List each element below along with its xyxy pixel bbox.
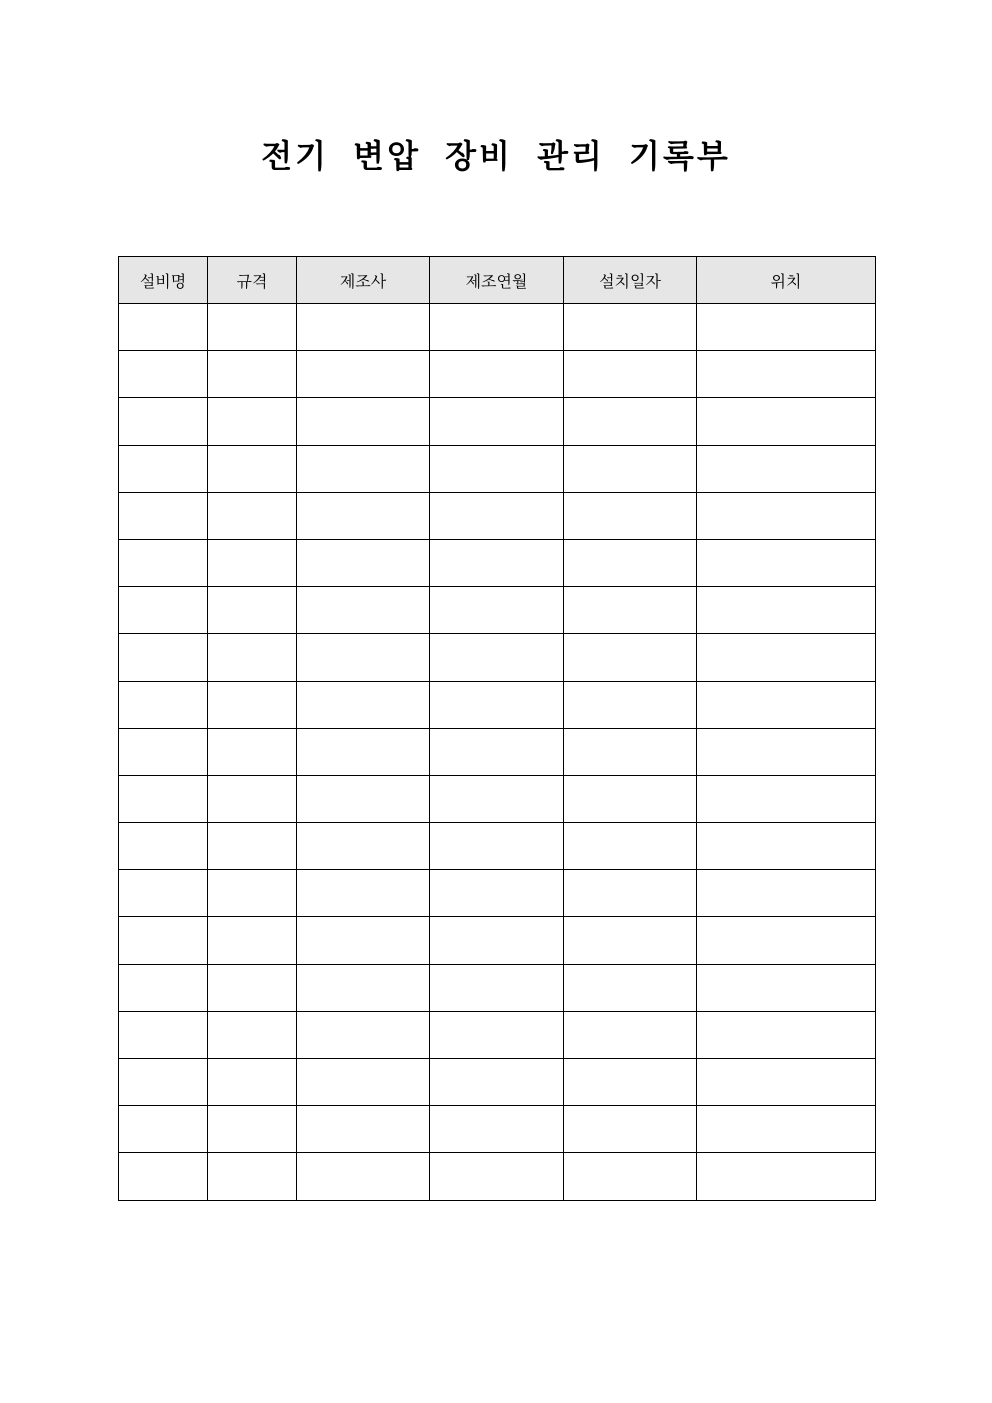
header-location: 위치 <box>697 257 876 304</box>
cell-specification[interactable] <box>208 1011 297 1058</box>
cell-manufacturer[interactable] <box>297 823 430 870</box>
cell-location[interactable] <box>697 823 876 870</box>
cell-location[interactable] <box>697 1106 876 1153</box>
cell-equipment-name[interactable] <box>119 587 208 634</box>
cell-location[interactable] <box>697 1011 876 1058</box>
cell-manufacturer[interactable] <box>297 728 430 775</box>
cell-specification[interactable] <box>208 964 297 1011</box>
document-title: 전기 변압 장비 관리 기록부 <box>261 137 731 175</box>
cell-installation-date[interactable] <box>564 304 697 351</box>
cell-manufacture-date[interactable] <box>430 917 564 964</box>
cell-manufacturer[interactable] <box>297 492 430 539</box>
header-equipment-name: 설비명 <box>119 257 208 304</box>
cell-manufacture-date[interactable] <box>430 539 564 586</box>
cell-specification[interactable] <box>208 492 297 539</box>
table-row <box>119 398 876 445</box>
table-row <box>119 964 876 1011</box>
cell-specification[interactable] <box>208 1153 297 1200</box>
cell-installation-date[interactable] <box>564 681 697 728</box>
cell-manufacturer[interactable] <box>297 1011 430 1058</box>
cell-manufacture-date[interactable] <box>430 1059 564 1106</box>
cell-specification[interactable] <box>208 351 297 398</box>
cell-manufacturer[interactable] <box>297 1153 430 1200</box>
cell-specification[interactable] <box>208 1059 297 1106</box>
cell-equipment-name[interactable] <box>119 870 208 917</box>
cell-location[interactable] <box>697 1153 876 1200</box>
cell-manufacturer[interactable] <box>297 587 430 634</box>
cell-manufacture-date[interactable] <box>430 728 564 775</box>
cell-location[interactable] <box>697 539 876 586</box>
cell-location[interactable] <box>697 587 876 634</box>
cell-manufacture-date[interactable] <box>430 398 564 445</box>
cell-location[interactable] <box>697 398 876 445</box>
cell-location[interactable] <box>697 870 876 917</box>
cell-manufacture-date[interactable] <box>430 870 564 917</box>
cell-installation-date[interactable] <box>564 823 697 870</box>
cell-installation-date[interactable] <box>564 539 697 586</box>
header-specification: 규격 <box>208 257 297 304</box>
equipment-record-table <box>118 256 876 1201</box>
cell-location[interactable] <box>697 634 876 681</box>
cell-location[interactable] <box>697 917 876 964</box>
cell-specification[interactable] <box>208 445 297 492</box>
cell-equipment-name[interactable] <box>119 681 208 728</box>
table-row <box>119 728 876 775</box>
cell-manufacture-date[interactable] <box>430 823 564 870</box>
cell-installation-date[interactable] <box>564 1106 697 1153</box>
cell-manufacture-date[interactable] <box>430 775 564 822</box>
cell-specification[interactable] <box>208 681 297 728</box>
cell-installation-date[interactable] <box>564 587 697 634</box>
cell-installation-date[interactable] <box>564 398 697 445</box>
cell-installation-date[interactable] <box>564 728 697 775</box>
table-row <box>119 1011 876 1058</box>
cell-manufacturer[interactable] <box>297 870 430 917</box>
cell-manufacturer[interactable] <box>297 681 430 728</box>
cell-specification[interactable] <box>208 917 297 964</box>
table-row <box>119 445 876 492</box>
cell-manufacturer[interactable] <box>297 917 430 964</box>
cell-manufacturer[interactable] <box>297 539 430 586</box>
table-row <box>119 304 876 351</box>
cell-installation-date[interactable] <box>564 445 697 492</box>
cell-manufacture-date[interactable] <box>430 681 564 728</box>
cell-installation-date[interactable] <box>564 492 697 539</box>
table-row <box>119 1106 876 1153</box>
table-row <box>119 681 876 728</box>
header-manufacturer: 제조사 <box>297 257 430 304</box>
cell-equipment-name[interactable] <box>119 964 208 1011</box>
table-row <box>119 587 876 634</box>
cell-equipment-name[interactable] <box>119 1153 208 1200</box>
cell-equipment-name[interactable] <box>119 304 208 351</box>
cell-equipment-name[interactable] <box>119 1011 208 1058</box>
cell-equipment-name[interactable] <box>119 1106 208 1153</box>
cell-manufacturer[interactable] <box>297 304 430 351</box>
cell-location[interactable] <box>697 1059 876 1106</box>
cell-location[interactable] <box>697 681 876 728</box>
cell-equipment-name[interactable] <box>119 634 208 681</box>
cell-equipment-name[interactable] <box>119 539 208 586</box>
cell-specification[interactable] <box>208 870 297 917</box>
cell-manufacturer[interactable] <box>297 1059 430 1106</box>
cell-manufacture-date[interactable] <box>430 492 564 539</box>
cell-installation-date[interactable] <box>564 917 697 964</box>
cell-manufacture-date[interactable] <box>430 304 564 351</box>
cell-specification[interactable] <box>208 539 297 586</box>
cell-installation-date[interactable] <box>564 775 697 822</box>
table-body <box>119 304 876 1201</box>
table-row <box>119 1153 876 1200</box>
table-row <box>119 917 876 964</box>
cell-manufacture-date[interactable] <box>430 587 564 634</box>
cell-manufacturer[interactable] <box>297 775 430 822</box>
cell-installation-date[interactable] <box>564 351 697 398</box>
cell-manufacture-date[interactable] <box>430 351 564 398</box>
cell-location[interactable] <box>697 492 876 539</box>
cell-manufacturer[interactable] <box>297 964 430 1011</box>
cell-specification[interactable] <box>208 587 297 634</box>
cell-equipment-name[interactable] <box>119 917 208 964</box>
table-row <box>119 351 876 398</box>
cell-installation-date[interactable] <box>564 964 697 1011</box>
table-row <box>119 823 876 870</box>
cell-manufacture-date[interactable] <box>430 1011 564 1058</box>
cell-manufacturer[interactable] <box>297 398 430 445</box>
cell-equipment-name[interactable] <box>119 445 208 492</box>
header-manufacture-date: 제조연월 <box>430 257 564 304</box>
cell-location[interactable] <box>697 304 876 351</box>
cell-specification[interactable] <box>208 634 297 681</box>
table-row <box>119 870 876 917</box>
table-row <box>119 492 876 539</box>
cell-manufacturer[interactable] <box>297 445 430 492</box>
cell-manufacture-date[interactable] <box>430 964 564 1011</box>
cell-equipment-name[interactable] <box>119 823 208 870</box>
cell-equipment-name[interactable] <box>119 1059 208 1106</box>
cell-installation-date[interactable] <box>564 634 697 681</box>
cell-manufacturer[interactable] <box>297 634 430 681</box>
cell-specification[interactable] <box>208 728 297 775</box>
cell-equipment-name[interactable] <box>119 775 208 822</box>
cell-installation-date[interactable] <box>564 1059 697 1106</box>
cell-equipment-name[interactable] <box>119 492 208 539</box>
cell-equipment-name[interactable] <box>119 398 208 445</box>
table-header-row <box>119 257 876 304</box>
cell-specification[interactable] <box>208 1106 297 1153</box>
cell-location[interactable] <box>697 775 876 822</box>
cell-manufacture-date[interactable] <box>430 1106 564 1153</box>
table-row <box>119 539 876 586</box>
cell-location[interactable] <box>697 445 876 492</box>
cell-manufacture-date[interactable] <box>430 445 564 492</box>
cell-specification[interactable] <box>208 775 297 822</box>
cell-equipment-name[interactable] <box>119 351 208 398</box>
cell-installation-date[interactable] <box>564 870 697 917</box>
table-row <box>119 1059 876 1106</box>
cell-equipment-name[interactable] <box>119 728 208 775</box>
cell-installation-date[interactable] <box>564 1153 697 1200</box>
cell-specification[interactable] <box>208 304 297 351</box>
cell-manufacturer[interactable] <box>297 1106 430 1153</box>
table-row <box>119 775 876 822</box>
table-row <box>119 634 876 681</box>
cell-specification[interactable] <box>208 823 297 870</box>
cell-installation-date[interactable] <box>564 1011 697 1058</box>
cell-specification[interactable] <box>208 398 297 445</box>
cell-manufacture-date[interactable] <box>430 1153 564 1200</box>
header-installation-date: 설치일자 <box>564 257 697 304</box>
cell-manufacture-date[interactable] <box>430 634 564 681</box>
cell-manufacturer[interactable] <box>297 351 430 398</box>
cell-location[interactable] <box>697 728 876 775</box>
cell-location[interactable] <box>697 964 876 1011</box>
cell-location[interactable] <box>697 351 876 398</box>
